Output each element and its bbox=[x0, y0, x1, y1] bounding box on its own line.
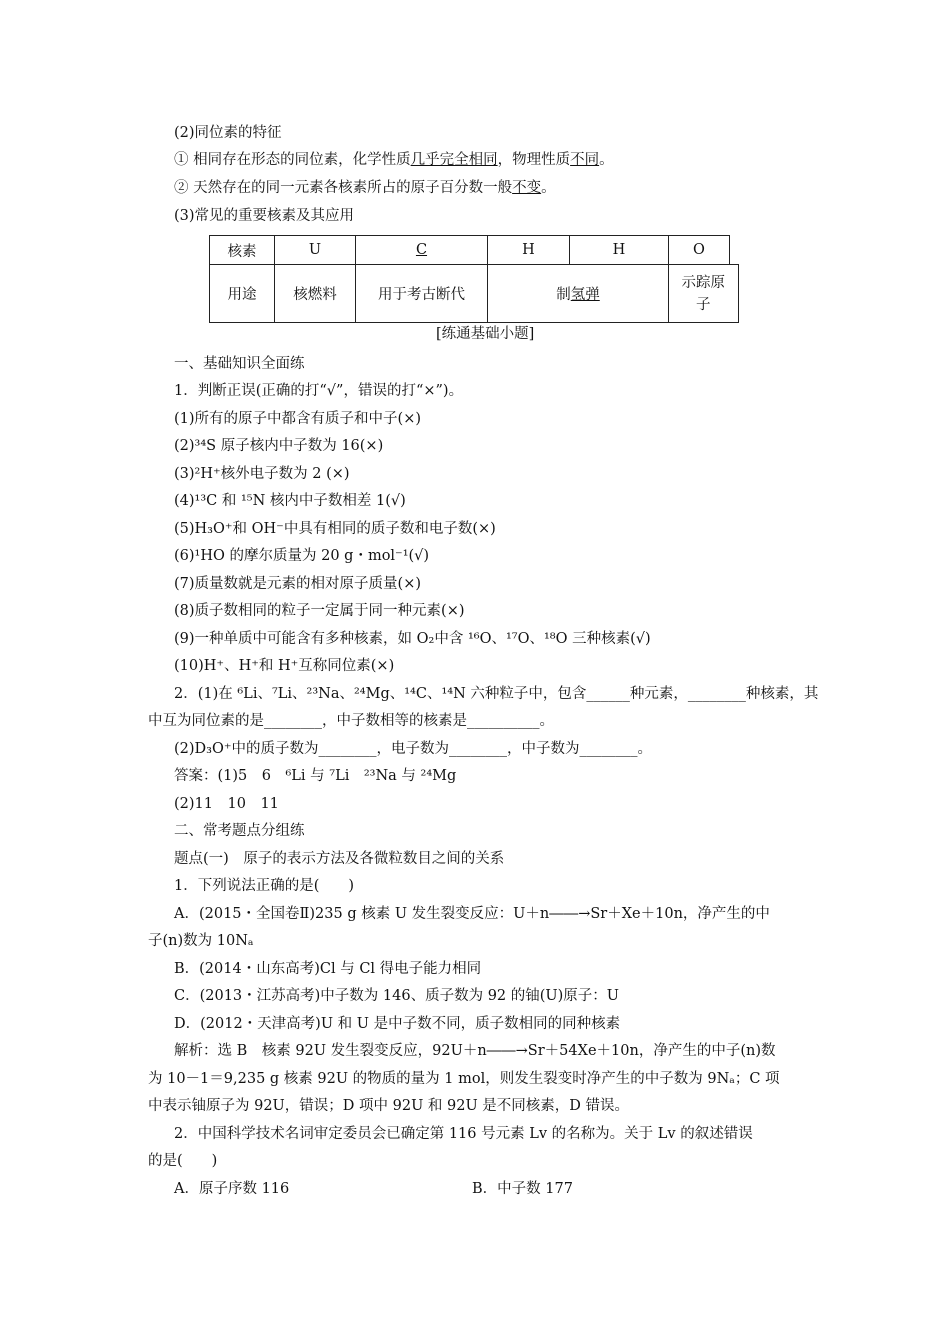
list-item: (8)质子数相同的粒子一定属于同一种元素(×) bbox=[174, 603, 465, 619]
list-item: (9)一种单质中可能含有多种核素，如 O₂中含 ¹⁶O、¹⁷O、¹⁸O 三种核素(√) bbox=[174, 631, 651, 647]
option-a: A．(2015・全国卷Ⅱ)235 g 核素 U 发生裂变反应：U＋n――→Sr＋Xe＋10n，净产生的中 bbox=[174, 906, 770, 922]
list-item: (4)¹³C 和 ¹⁵N 核内中子数相差 1(√) bbox=[174, 493, 406, 509]
nuclide-table-heading: (3)常见的重要核素及其应用 bbox=[174, 208, 355, 224]
explanation-line-3: 中表示铀原子为 92U，错误；D 项中 92U 和 92U 是不同核素，D 错误。 bbox=[148, 1098, 630, 1114]
option-d: D．(2012・天津高考)U 和 U 是中子数不同，质子数相同的同种核素 bbox=[174, 1016, 621, 1032]
table-cell: 用途 bbox=[210, 265, 275, 323]
answer-line-1: 答案：(1)5 6 ⁶Li 与 ⁷Li ²³Na 与 ²⁴Mg bbox=[174, 768, 457, 784]
question-2-line-3: (2)D₃O⁺中的质子数为________，电子数为________，中子数为________。 bbox=[174, 741, 653, 757]
list-item: (5)H₃O⁺和 OH⁻中具有相同的质子数和电子数(×) bbox=[174, 521, 496, 537]
table-cell: 示踪原 子 bbox=[669, 265, 739, 323]
table-cell: 制氢弹 bbox=[488, 265, 669, 323]
table-cell: 核燃料 bbox=[275, 265, 356, 323]
list-item: (7)质量数就是元素的相对原子质量(×) bbox=[174, 576, 422, 592]
table-cell: O bbox=[669, 236, 730, 265]
section-title: 二、常考题点分组练 bbox=[174, 823, 305, 839]
isotope-feature-1: ① 相同存在形态的同位素，化学性质几乎完全相同，物理性质不同。 bbox=[174, 152, 614, 168]
table-cell: H bbox=[570, 236, 669, 265]
isotope-heading: (2)同位素的特征 bbox=[174, 125, 282, 141]
table-cell: U bbox=[275, 236, 356, 265]
table-spacer bbox=[730, 236, 739, 265]
question-2-line-1: 2．中国科学技术名词审定委员会已确定第 116 号元素 Lv 的名称为。关于 Lv 的叙述错误 bbox=[174, 1126, 753, 1142]
question-2-line-2: 中互为同位素的是________，中子数相等的核素是__________。 bbox=[148, 713, 554, 729]
list-item: (6)¹HO 的摩尔质量为 20 g・mol⁻¹(√) bbox=[174, 548, 430, 564]
option-b: B．中子数 177 bbox=[472, 1181, 573, 1197]
table-cell: 用于考古断代 bbox=[356, 265, 488, 323]
table-cell: 核素 bbox=[210, 236, 275, 265]
isotope-feature-2: ② 天然存在的同一元素各核素所占的原子百分数一般不变。 bbox=[174, 180, 556, 196]
explanation-line-2: 为 10－1＝9,235 g 核素 92U 的物质的量为 1 mol，则发生裂变时净产生的中子数为 9Nₐ；C 项 bbox=[148, 1071, 780, 1087]
nuclide-table bbox=[209, 235, 739, 323]
table-row bbox=[210, 265, 739, 323]
list-item: (3)²H⁺核外电子数为 2 (×) bbox=[174, 466, 350, 482]
option-b: B．(2014・山东高考)Cl 与 Cl 得电子能力相同 bbox=[174, 961, 482, 977]
list-item: (2)³⁴S 原子核内中子数为 16(×) bbox=[174, 438, 384, 454]
option-a: A．原子序数 116 bbox=[174, 1181, 290, 1197]
list-item: (10)H⁺、H⁺和 H⁺互称同位素(×) bbox=[174, 658, 395, 674]
option-a-cont: 子(n)数为 10Nₐ bbox=[148, 933, 254, 949]
table-cell: C bbox=[356, 236, 488, 265]
table-cell: H bbox=[488, 236, 570, 265]
practice-caption: [练通基础小题] bbox=[436, 326, 535, 342]
question-2-line-1: 2．(1)在 ⁶Li、⁷Li、²³Na、²⁴Mg、¹⁴C、¹⁴N 六种粒子中，包含______种元素，________种核素，其 bbox=[174, 686, 819, 702]
section-title: 一、基础知识全面练 bbox=[174, 356, 305, 372]
question-2-line-2: 的是( ) bbox=[148, 1153, 218, 1169]
answer-line-2: (2)11 10 11 bbox=[174, 796, 279, 812]
question-1: 1．下列说法正确的是( ) bbox=[174, 878, 355, 894]
question-1: 1．判断正误(正确的打“√”，错误的打“×”)。 bbox=[174, 383, 464, 399]
table-row bbox=[210, 236, 739, 265]
explanation-line-1: 解析：选 B 核素 92U 发生裂变反应，92U＋n――→Sr＋54Xe＋10n，净产生的中子(n)数 bbox=[174, 1043, 776, 1059]
list-item: (1)所有的原子中都含有质子和中子(×) bbox=[174, 411, 422, 427]
option-c: C．(2013・江苏高考)中子数为 146、质子数为 92 的铀(U)原子：U bbox=[174, 988, 620, 1004]
topic-title: 题点(一) 原子的表示方法及各微粒数目之间的关系 bbox=[174, 851, 505, 867]
